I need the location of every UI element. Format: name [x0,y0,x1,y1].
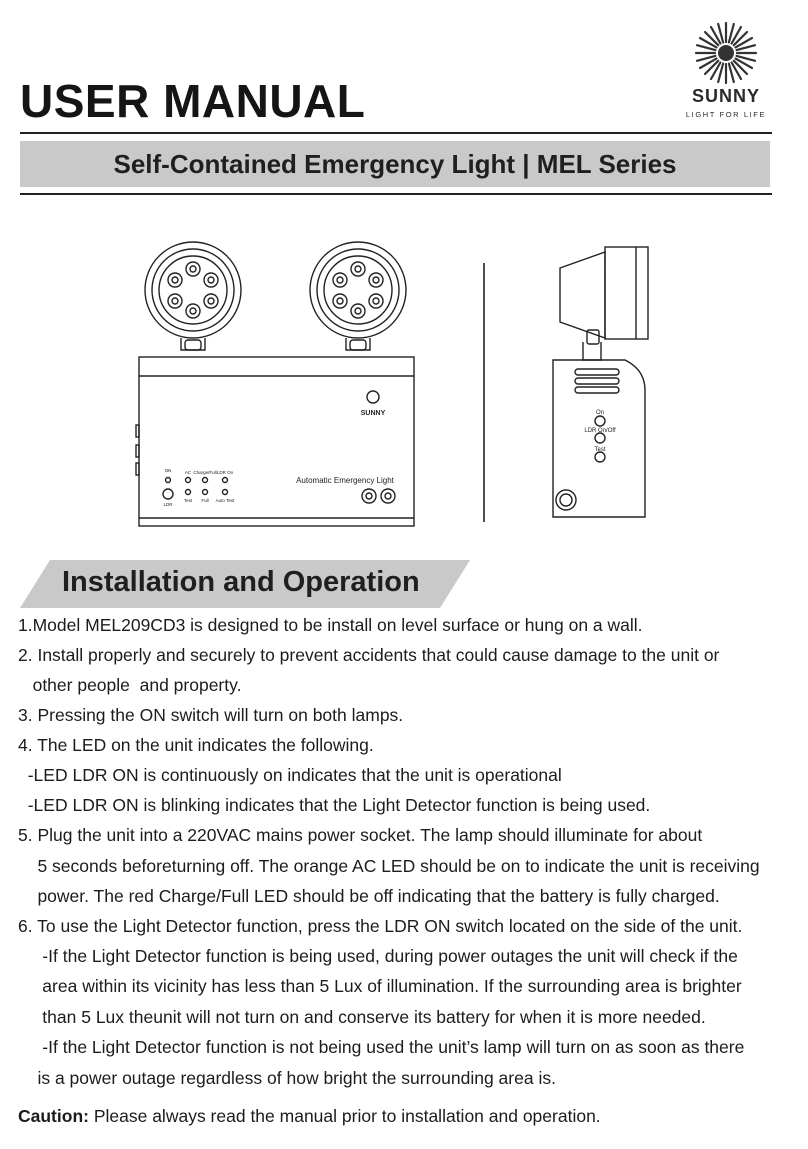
caution-label: Caution: [18,1106,89,1126]
instruction-line: -If the Light Detector function is not being used the unit’s lamp will turn on as soon as there [18,1037,745,1057]
page-title: USER MANUAL [20,75,366,127]
led-label-ldr: LDR On [216,470,234,475]
side-label-ldr: LDR On/Off [584,428,616,434]
instruction-line: area within its vicinity has less than 5 Lux of illumination. If the surrounding area is brighter [18,976,742,996]
right-lamp-head-icon [310,242,406,350]
product-illustration [0,230,808,530]
instruction-line: -If the Light Detector function is being used, during power outages the unit will check if the [18,946,738,966]
instruction-line: 6. To use the Light Detector function, press the LDR ON switch located on the side of the unit. [18,916,743,936]
instruction-line: -LED LDR ON is blinking indicates that the Light Detector function is being used. [18,795,651,815]
instruction-line: other people and property. [18,675,242,695]
instruction-line: 1.Model MEL209CD3 is designed to be install on level surface or hung on a wall. [18,615,643,635]
side-label-on: On [595,410,605,416]
logo-name: SUNNY [691,86,760,106]
led-label-full: Full [201,498,209,503]
logo-tagline: LIGHT FOR LIFE [685,110,767,119]
switch-label-on: ON [164,468,172,473]
sun-logo-icon [676,20,776,86]
instruction-line: 5. Plug the unit into a 220VAC mains power socket. The lamp should illuminate for about [18,825,703,845]
instruction-line: than 5 Lux theunit will not turn on and conserve its battery for when it is more needed. [18,1007,706,1027]
section-title: Installation and Operation [62,566,420,598]
unit-body-front-icon [136,357,414,526]
sunny-logo [676,20,776,125]
header-rule-top [20,132,772,134]
instruction-line: 4. The LED on the unit indicates the following. [18,735,374,755]
switch-label-ldr: LDR [163,502,173,507]
instruction-line: 3. Pressing the ON switch will turn on both lamps. [18,705,404,725]
led-label-test: Test [183,498,193,503]
instruction-line: 2. Install properly and securely to prevent accidents that could cause damage to the unit or [18,645,720,665]
caution-text: Please always read the manual prior to installation and operation. [88,1106,601,1126]
instruction-line: -LED LDR ON is continuously on indicates that the unit is operational [18,765,562,785]
device-label: Automatic Emergency Light [296,476,394,485]
instruction-line: power. The red Charge/Full LED should be off indicating that the battery is fully charged. [18,886,720,906]
left-lamp-head-icon [145,242,241,350]
subtitle-band [20,141,770,187]
instruction-line: 5 seconds beforeturning off. The orange AC LED should be on to indicate the unit is receiving [18,856,760,876]
led-label-autotest: Auto Test [215,498,235,503]
led-label-charge: Charge/Full [193,470,217,475]
side-label-test: Test [594,447,606,453]
device-brand: SUNNY [360,410,386,417]
subtitle: Self-Contained Emergency Light | MEL Series [113,148,677,179]
instruction-line: is a power outage regardless of how bright the surrounding area is. [18,1068,556,1088]
header-rule-bottom [20,193,772,195]
caution-note [18,1101,601,1131]
led-label-ac: AC [184,470,192,475]
unit-side-view-icon [553,247,648,517]
